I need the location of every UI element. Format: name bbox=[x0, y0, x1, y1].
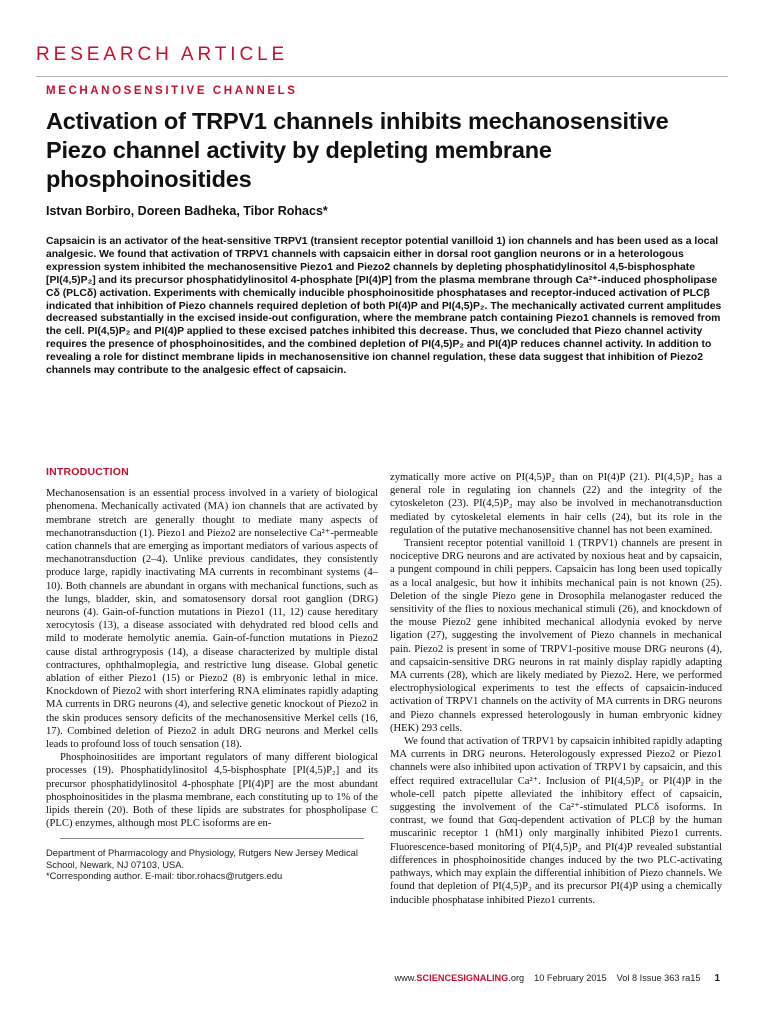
body-paragraph: zymatically more active on PI(4,5)P₂ than on PI(4)P (21). PI(4,5)P₂ has a general role in regulating ion channels (22) and the integrity of the cytoskeleton (23). PI(4,5)P₂ may also be involved in mechanotransduction mediated by cytoskeletal elements in hair cells (24), but its role in the regulation of the putative mechanosensitive channel has not been examined. bbox=[390, 472, 722, 536]
body-paragraph: Mechanosensation is an essential process involved in a variety of biological phenomena. Mechanically activated (MA) ion channels that are activated by membrane stretch are generally thought to mediate many aspects of mechanotransduction (1). Piezo1 and Piezo2 are nonselective Ca²⁺-permeable cation channels that are emerging as important mediators of various aspects of mechanotransduction (2–4). Unlike previous candidates, they consistently produce large, rapidly inactivating MA currents in recombinant systems (4–10). Both channels are abundant in organs with mechanical functions, such as the lungs, bladder, skin, and somatosensory dorsal root ganglion (DRG) neurons (4). Gain-of-function mutations in Piezo1 (11, 12) cause hereditary xerocytosis (13), a disease associated with dehydrated red blood cells and mild to moderate hemolytic anemia. Gain-of-function mutations in Piezo2 cause distal arthrogryposis (14), a disease characterized by multiple distal contractures, ophthalmoplegia, and restrictive lung disease. Global genetic ablation of either Piezo1 (15) or Piezo2 (8) is embryonic lethal in mice. Knockdown of Piezo2 with short interfering RNA eliminates rapidly adapting MA currents in DRG neurons (4), and selective genetic knockout of Piezo2 in the skin produces sensory deficits of the mechanosensitive Merkel cells (16, 17). Combined deletion of Piezo2 in adult DRG neurons and Merkel cells leads to profound loss of touch sensation (18). bbox=[46, 488, 378, 751]
article-title: Activation of TRPV1 channels inhibits mechanosensitive Piezo channel activity by depleting membrane phosphoinositides bbox=[46, 108, 669, 192]
body-paragraph: Transient receptor potential vanilloid 1 (TRPV1) channels are present in nociceptive DRG neurons and are activated by noxious heat and by capsaicin, a pungent compound in chili peppers. Capsaicin has long been used topically as a local analgesic, but how it inhibits mechanical pain is not known (25). Deletion of the single Piezo gene in Drosophila melanogaster reduced the sensitivity of the flies to noxious mechanical stimuli (26), and knockdown of the mouse Piezo2 gene inhibited mechanical allodynia evoked by nerve ligation (27), suggesting the involvement of Piezo channels in mechanical pain. Piezo2 is present in some of TRPV1-positive mouse DRG neurons (4), and capsaicin-sensitive DRG neurons in rat mainly display rapidly adapting MA currents (28), which are likely mediated by Piezo2. Here, we performed electrophysiological experiments to test the effects of capsaicin-induced activation of TRPV1 channels on the activity of MA currents in DRG neurons and Piezo channels expressed heterologously in human embryonic kidney (HEK) 293 cells. bbox=[390, 538, 722, 734]
page-footer bbox=[394, 973, 720, 984]
footnotes bbox=[46, 847, 376, 882]
body-paragraph: We found that activation of TRPV1 by capsaicin inhibited rapidly adapting MA currents in DRG neurons. Heterologously expressed Piezo2 or Piezo1 channels were also inhibited upon activation of TRPV1 by capsaicin, and this effect required extracellular Ca²⁺. Inclusion of PI(4,5)P₂ or PI(4)P in the whole-cell patch pipette alleviated the inhibitory effect of capsaicin, suggesting the involvement of the Ca²⁺-stimulated PLCδ isoforms. In contrast, we found that Gαq-dependent activation of PLCβ by the human muscarinic receptor 1 (hM1) only marginally inhibited Piezo1 currents. Fluorescence-based monitoring of PI(4,5)P₂ and PI(4)P revealed substantial differences in phosphoinositide changes induced by the two PLC-activating pathways, which may explain the differential inhibition of Piezo channels. We found that depletion of PI(4,5)P₂ and its precursor PI(4)P using a chemically inducible phosphatase inhibited Piezo1 currents. bbox=[390, 736, 722, 906]
subject-label: MECHANOSENSITIVE CHANNELS bbox=[46, 85, 298, 97]
journal-url-brand[interactable]: SCIENCESIGNALING bbox=[416, 973, 509, 983]
footnote-rule bbox=[60, 838, 364, 839]
volume-issue: Vol 8 Issue 363 ra15 bbox=[616, 973, 701, 983]
journal-url-prefix[interactable]: www. bbox=[394, 973, 417, 983]
article-type-label: RESEARCH ARTICLE bbox=[36, 44, 289, 65]
introduction-heading: INTRODUCTION bbox=[46, 466, 129, 478]
page-number: 1 bbox=[714, 973, 720, 984]
journal-url-suffix[interactable]: .org bbox=[508, 973, 525, 983]
abstract: Capsaicin is an activator of the heat-sensitive TRPV1 (transient receptor potential vanilloid 1) ion channels and has been used as a local analgesic. We found that activation of TRPV1 channels with capsaicin either in dorsal root ganglion neurons or in a heterologous expression system inhibited the mechanosensitive Piezo1 and Piezo2 channels by depleting phosphatidylinositol 4,5-bisphosphate [PI(4,5)P₂] and its precursor phosphatidylinositol 4-phosphate [PI(4)P] from the plasma membrane through Ca²⁺-induced phospholipase Cδ (PLCδ) activation. Experiments with chemically inducible phosphoinositide phosphatases and receptor-induced activation of PLCβ indicated that inhibition of Piezo channels required depletion of both PI(4)P and PI(4,5)P₂. The mechanically activated current amplitudes decreased substantially in the excised inside-out configuration, where the membrane patch containing Piezo1 channels is removed from the cell. PI(4,5)P₂ and PI(4)P applied to these excised patches inhibited this decrease. Thus, we concluded that Piezo channel activity requires the presence of phosphoinositides, and the combined depletion of PI(4,5)P₂ and PI(4)P reduces channel activity. In addition to revealing a role for distinct membrane lipids in mechanosensitive ion channel regulation, these data suggest that inhibition of Piezo2 channels may contribute to the analgesic effect of capsaicin. bbox=[46, 236, 722, 377]
header-rule bbox=[36, 76, 728, 77]
correspondence-note: *Corresponding author. E-mail: tibor.rohacs@rutgers.edu bbox=[46, 870, 283, 882]
body-paragraph: Phosphoinositides are important regulators of many different biological processes (19). Phosphatidylinositol 4,5-bisphosphate [PI(4,5)P₂] and its precursor phosphatidylinositol 4-phosphate [PI(4)P] are the most abundant phosphoinositides in the plasma membrane, each constituting up to 1% of the lipids therein (20). Both of these lipids are substrates for phospholipase C (PLC) enzymes, although most PLC isoforms are en- bbox=[46, 752, 378, 830]
left-column bbox=[46, 466, 378, 830]
right-column bbox=[390, 471, 722, 907]
publication-date: 10 February 2015 bbox=[534, 973, 607, 983]
author-list: Istvan Borbiro, Doreen Badheka, Tibor Rohacs* bbox=[46, 204, 328, 218]
affiliation-note: Department of Pharmacology and Physiology, Rutgers New Jersey Medical School, Newark, NJ 07103, USA. bbox=[46, 847, 358, 870]
